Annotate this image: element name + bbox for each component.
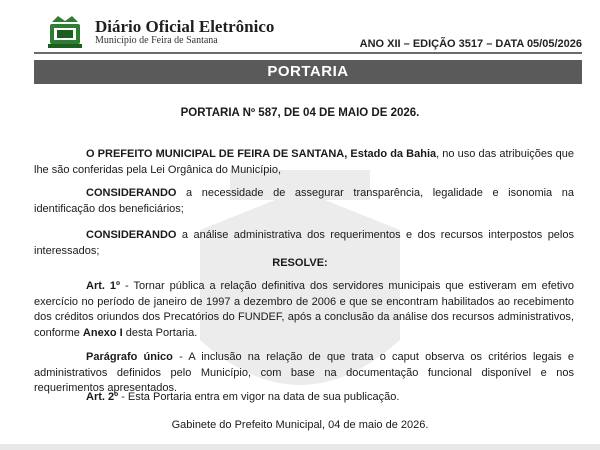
considering-text: a necessidade de assegurar transparência, legalidade e isonomia na identificação dos beneficiários; xyxy=(34,187,574,215)
header-divider xyxy=(34,52,582,54)
section-banner: PORTARIA xyxy=(34,60,582,84)
article-1-label: Art. 1º xyxy=(86,280,121,292)
bottom-edge xyxy=(0,444,600,450)
header xyxy=(0,0,600,60)
considering-label: CONSIDERANDO xyxy=(86,229,177,241)
preamble-text: , no uso das atribuições que lhe são conferidas pela Lei Orgânica do Município, xyxy=(34,148,575,176)
considering-paragraph-2 xyxy=(34,228,574,259)
article-1-end: desta Portaria. xyxy=(122,326,198,339)
resolve-heading: RESOLVE: xyxy=(272,257,328,269)
annex-reference: Anexo I xyxy=(82,326,123,339)
coat-of-arms-icon xyxy=(46,14,84,50)
considering-label: CONSIDERANDO xyxy=(86,187,177,199)
sole-paragraph-label: Parágrafo único xyxy=(86,351,173,363)
document-title: PORTARIA Nº 587, DE 04 DE MAIO DE 2026. xyxy=(180,107,420,119)
article-1-text: - Tornar pública a relação definitiva dos servidores municipais que estiveram em efetivo exercício no período de janeiro de 1997 a dezembro de 2006 e que se encontram habilitados ao recebimento dos créditos oriundos dos Precatórios do FUNDEF, após a conclusão da análise dos recursos administrativos, conforme xyxy=(34,280,574,339)
article-2-label: Art. 2º xyxy=(86,391,119,403)
considering-paragraph-1 xyxy=(34,186,574,217)
preamble-paragraph xyxy=(34,147,574,178)
edition-info: ANO XII – EDIÇÃO 3517 – DATA 05/05/2026 xyxy=(359,38,582,50)
considering-text: a análise administrativa dos requerimentos e dos recursos interpostos pelos interessados; xyxy=(34,229,574,257)
gazette-subtitle: Município de Feira de Santana xyxy=(95,35,218,46)
mayor-heading: O PREFEITO MUNICIPAL DE FEIRA DE SANTANA, Estado da Bahia xyxy=(86,148,437,160)
article-2 xyxy=(34,390,574,406)
article-2-text: - Esta Portaria entra em vigor na data de sua publicação. xyxy=(118,391,400,403)
sole-paragraph-text: - A inclusão na relação de que trata o caput observa os critérios legais e administrativos definidos pelo Município, com base na documentação funcional disponível e nos requerimentos apresentados. xyxy=(34,351,574,394)
article-1 xyxy=(34,279,574,341)
gazette-title: Diário Oficial Eletrônico xyxy=(95,17,275,36)
closing-line: Gabinete do Prefeito Municipal, 04 de maio de 2026. xyxy=(171,419,429,431)
